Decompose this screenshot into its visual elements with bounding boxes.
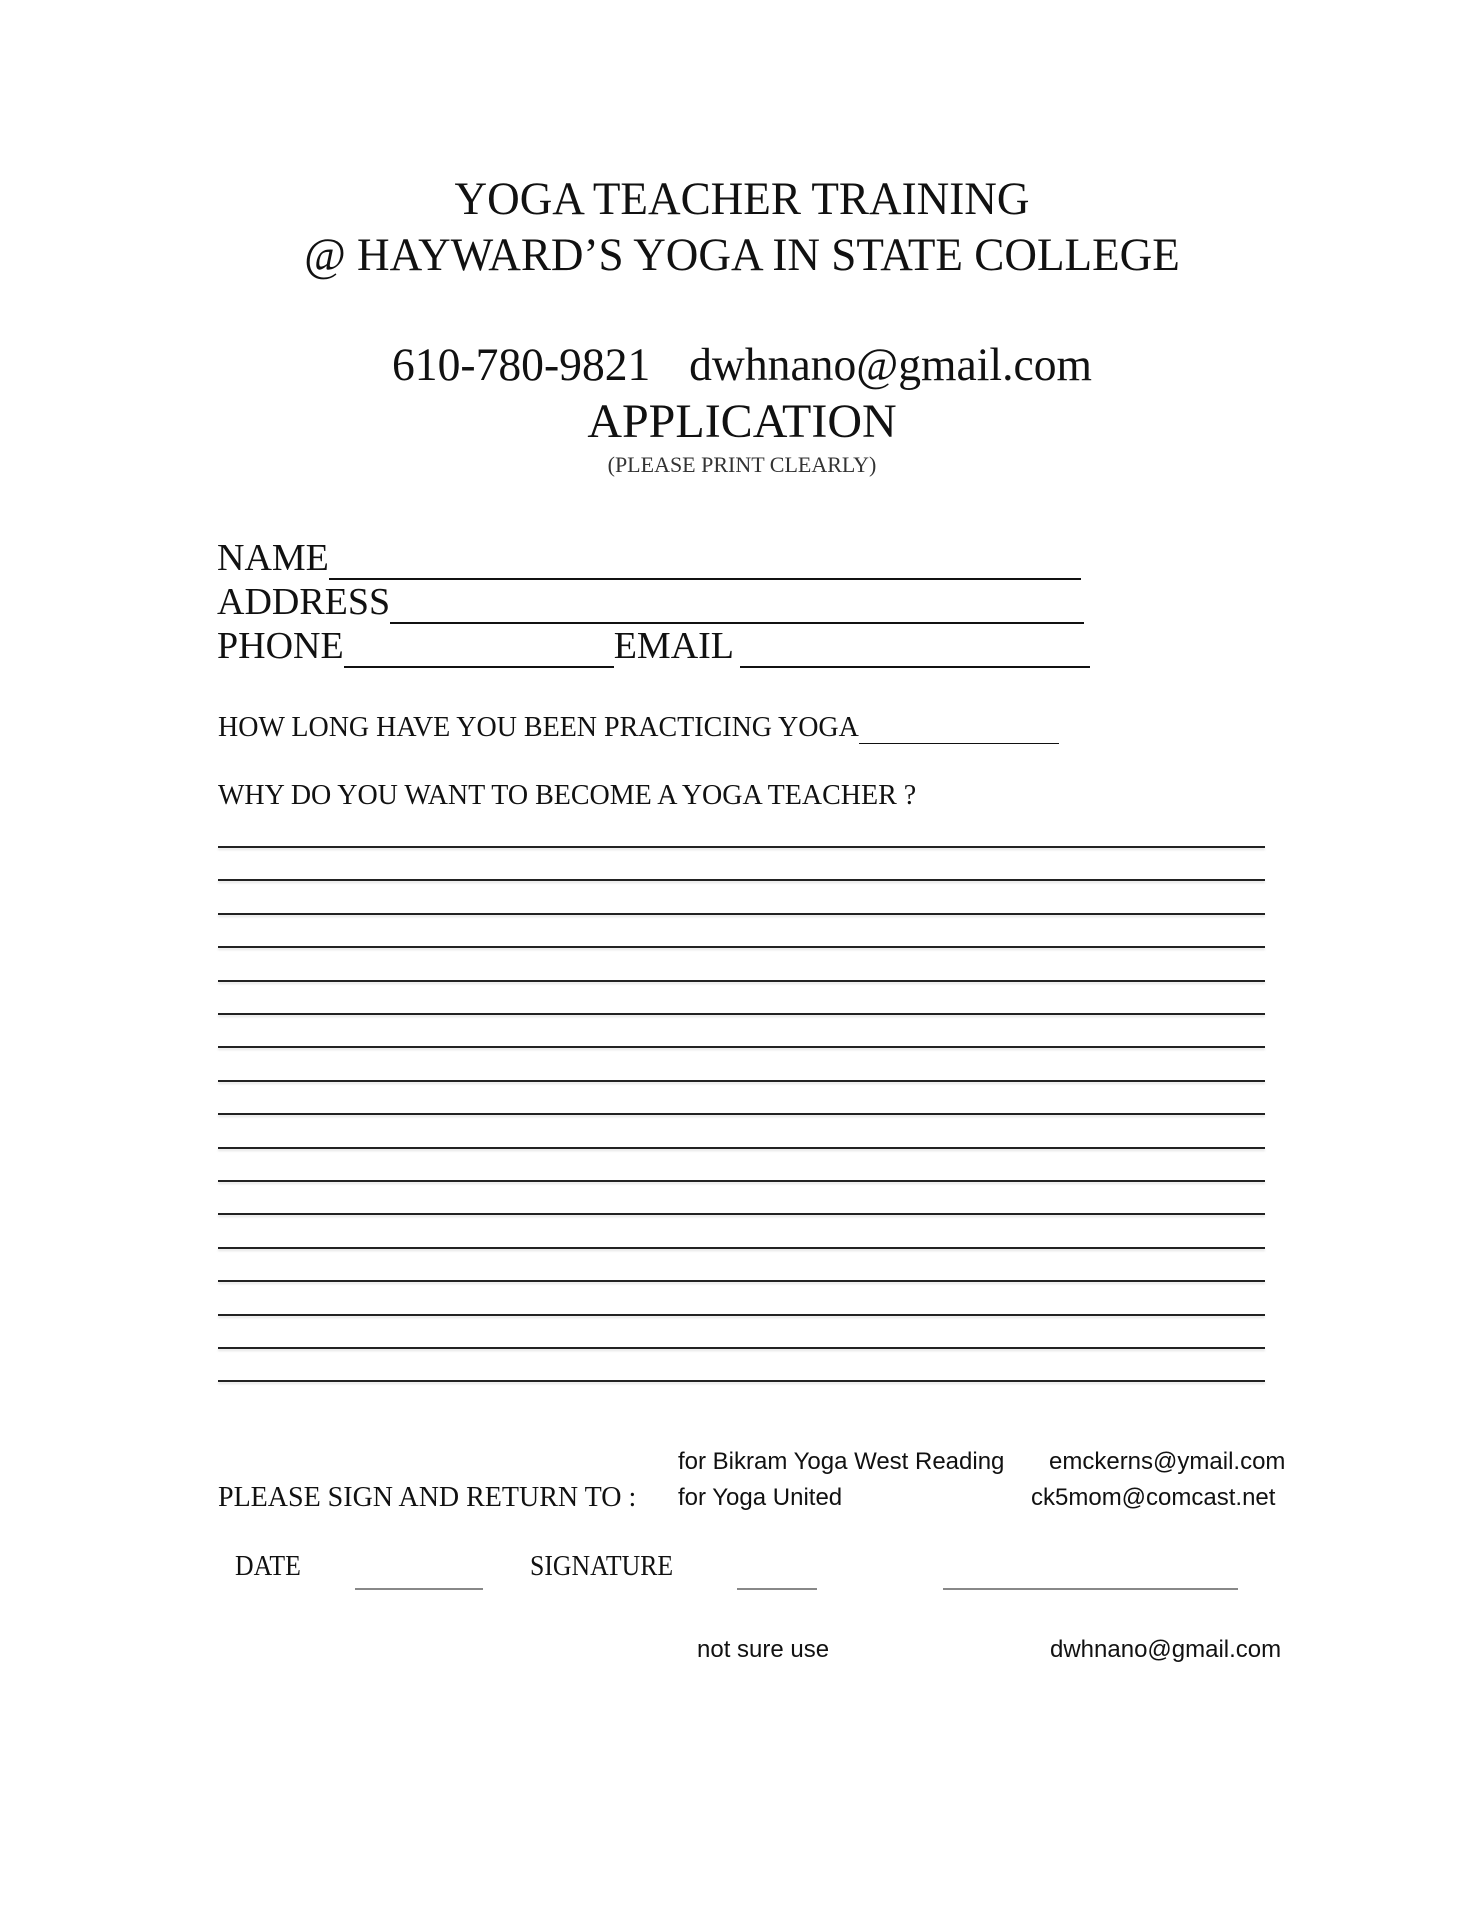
answer-line[interactable]: [218, 1347, 1265, 1349]
answer-line[interactable]: [218, 1113, 1265, 1115]
return-contact-org: for Yoga United: [678, 1484, 843, 1511]
answer-line[interactable]: [218, 913, 1265, 915]
practice-duration-question: HOW LONG HAVE YOU BEEN PRACTICING YOGA: [218, 712, 859, 743]
return-contact-org: for Bikram Yoga West Reading: [678, 1448, 1005, 1475]
title-line-1: YOGA TEACHER TRAINING: [454, 173, 1030, 225]
answer-line[interactable]: [218, 879, 1265, 881]
contact-email: dwhnano@gmail.com: [689, 339, 1092, 391]
email-label: EMAIL: [613, 625, 734, 667]
phone-label: PHONE: [217, 625, 344, 667]
answer-line[interactable]: [218, 1213, 1265, 1215]
answer-line[interactable]: [218, 980, 1265, 982]
answer-line[interactable]: [218, 1380, 1265, 1382]
answer-line[interactable]: [218, 1080, 1265, 1082]
answer-line[interactable]: [218, 846, 1265, 848]
address-field[interactable]: [390, 588, 1084, 624]
signature-label: SIGNATURE: [530, 1551, 674, 1582]
email-field[interactable]: [740, 632, 1090, 668]
print-instruction: (PLEASE PRINT CLEARLY): [607, 452, 877, 477]
practice-duration-field[interactable]: [859, 717, 1059, 744]
answer-line[interactable]: [218, 1013, 1265, 1015]
return-contact-email: emckerns@ymail.com: [1049, 1448, 1286, 1475]
name-row: [217, 536, 1081, 580]
return-label: PLEASE SIGN AND RETURN TO :: [218, 1482, 637, 1513]
form-title: APPLICATION: [587, 395, 897, 448]
address-label: ADDRESS: [217, 581, 391, 623]
answer-line[interactable]: [218, 946, 1265, 948]
name-label: NAME: [217, 537, 329, 579]
answer-line[interactable]: [218, 1314, 1265, 1316]
title-line-2: @ HAYWARD’S YOGA IN STATE COLLEGE: [304, 229, 1180, 281]
footer-note-left: not sure use: [697, 1636, 830, 1663]
contact-phone: 610-780-9821: [392, 339, 651, 391]
name-field[interactable]: [329, 544, 1081, 580]
signature-field[interactable]: [737, 1588, 817, 1590]
phone-email-row: [217, 624, 1090, 668]
date-label: DATE: [235, 1551, 301, 1582]
practice-duration-row: [218, 712, 1059, 744]
footer-note-email: dwhnano@gmail.com: [1050, 1636, 1282, 1663]
answer-line[interactable]: [218, 1280, 1265, 1282]
phone-field[interactable]: [344, 632, 614, 668]
address-row: [217, 580, 1084, 624]
answer-line[interactable]: [218, 1180, 1265, 1182]
date-field[interactable]: [355, 1588, 483, 1590]
return-contact-email: ck5mom@comcast.net: [1031, 1484, 1276, 1511]
contact-line: [22, 338, 1461, 392]
why-teacher-question: WHY DO YOU WANT TO BECOME A YOGA TEACHER ?: [218, 780, 917, 811]
answer-line[interactable]: [218, 1247, 1265, 1249]
answer-line[interactable]: [218, 1147, 1265, 1149]
signature-field-extended[interactable]: [943, 1588, 1238, 1590]
answer-line[interactable]: [218, 1046, 1265, 1048]
